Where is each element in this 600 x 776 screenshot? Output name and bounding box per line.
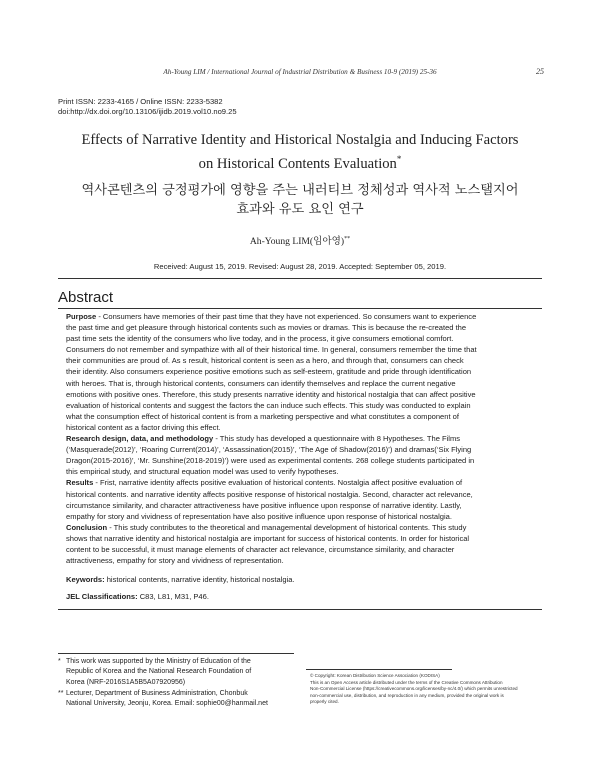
- purpose-line: evaluation of historical contents and suggest the factors the can induce such effects. This study was conducted to explain: [66, 400, 471, 410]
- purpose-line: Consumers do not remember and sympathize with all of their historical time. In general, consumers remember the time that: [66, 345, 477, 355]
- footnote-funding: [58, 657, 298, 688]
- received-dates: Received: August 15, 2019. Revised: August 28, 2019. Accepted: September 05, 2019.: [153, 262, 447, 271]
- footnote-line: Republic of Korea and the National Research Foundation of: [66, 668, 252, 676]
- purpose-label: Purpose: [66, 312, 97, 321]
- footnote-line: Korea (NRF-2016S1A5B5A07920956): [66, 678, 186, 686]
- issn-block: [58, 97, 237, 116]
- running-header: Ah-Young LIM / International Journal of Industrial Distribution & Business 10-9 (2019) 25-36: [163, 68, 437, 76]
- copyright-line: Non-Commercial License (https://creativecommons.org/licenses/by-nc/4.0/) which permits unrestricted: [310, 686, 518, 692]
- results-line: historical contents. and narrative identity affects positive response of historical nostalgia. Second, character act relevance,: [66, 489, 473, 499]
- copyright-divider: [306, 669, 452, 670]
- conclusion-line: shows that narrative identity and historical nostalgia are important for success of historical contents. In order for historical: [66, 533, 470, 543]
- conclusion-label: Conclusion: [66, 522, 108, 532]
- abstract-purpose: [66, 311, 544, 566]
- purpose-line: past time sets the identity of the consumers who live today, and in the process, it give consumers emotional comfort.: [66, 334, 454, 344]
- jel-label: JEL Classifications:: [66, 592, 138, 601]
- abstract-divider: [58, 308, 542, 309]
- copyright-line: non-commercial use, distribution, and reproduction in any medium, provided the original work is: [310, 692, 504, 698]
- footnote-line: Lecturer, Department of Business Administration, Chonbuk: [66, 690, 248, 697]
- page-number: 25: [536, 67, 544, 76]
- footnote-divider: [58, 653, 294, 654]
- purpose-line: with heroes. That is, through historical contents, consumers can identify themselves and replace the current negative: [66, 378, 456, 388]
- purpose-line: historical content as a factor driving this effect.: [66, 422, 221, 432]
- results-line: empathy for story and vividness of representation have also positive influence upon response of historical nostalgia.: [66, 511, 452, 521]
- author-name: Ah-Young LIM(임아영): [249, 236, 345, 247]
- keywords-value: historical contents, narrative identity, historical nostalgia.: [106, 575, 295, 584]
- purpose-line: their identity. Also consumers experience positive emotions such as self-esteem, gratitude and pride through identification: [66, 367, 472, 377]
- copyright-line: This is an Open Access article distributed under the terms of the Creative Commons Attribution: [310, 679, 503, 685]
- korean-title-line-1: 역사콘텐츠의 긍정평가에 영향을 주는 내러티브 정체성과 역사적 노스탤지어: [81, 183, 519, 198]
- korean-title: [40, 181, 560, 219]
- research-line: Dragon(2015-2016)’, ‘Mr. Sunshine(2018-2019)’) were used as experimental contents. 268 college students participated in: [66, 456, 475, 466]
- top-divider: [58, 278, 542, 279]
- research-label: Research design, data, and methodology: [66, 434, 214, 444]
- conclusion-line: content to be successful, it must manage elements of character act relevance, circumstance similarity, and character: [66, 544, 455, 554]
- abstract-heading: Abstract: [58, 289, 114, 306]
- author-footnote-mark: **: [344, 235, 351, 242]
- purpose-line: - Consumers have memories of their past time that they have not experienced. So consumers want to experience: [98, 312, 477, 321]
- research-line: - This study has developed a questionnaire with 8 Hypotheses. The Films: [215, 434, 461, 444]
- english-title-line-1: Effects of Narrative Identity and Historical Nostalgia and Inducing Factors: [81, 132, 519, 148]
- copyright-line: © Copyright: Korean Distribution Science Association (KODISA): [310, 673, 440, 678]
- purpose-line: their communities are proud of. As s result, historical content is seen as a hero, and through that, consumers can check: [66, 356, 464, 366]
- research-line: this empirical study, and structural equation model was used to verify hypotheses.: [66, 467, 339, 477]
- results-line: circumstance similarity, and character attractiveness have positive influence upon response of narrative identity. Lastly,: [66, 500, 462, 510]
- footnote-line: This work was supported by the Ministry of Education of the: [66, 658, 251, 665]
- jel-line: [66, 591, 544, 602]
- purpose-line: the past time and get pleasure through historical contents such as movies or dramas. This is because the re-created the: [66, 323, 467, 333]
- doi-line: doi:http://dx.doi.org/10.13106/ijidb.2019.vol10.no9.25: [58, 106, 237, 116]
- results-line: - Frist, narrative identity affects positive evaluation of historical contents. Nostalgia affect positive evaluation of: [95, 478, 463, 488]
- copyright-notice: [310, 673, 546, 706]
- footnote-mark-1: *: [58, 658, 61, 665]
- conclusion-line: attractiveness, empathy for story and vividness of representation.: [66, 556, 284, 566]
- korean-title-line-2: 효과와 유도 요인 연구: [236, 202, 364, 217]
- author-line: [40, 233, 560, 247]
- footnote-line: National University, Jeonju, Korea. Email: sophie00@hanmail.net: [66, 700, 268, 708]
- conclusion-line: - This study contributes to the theoretical and managemental development of historical contents. This study: [109, 522, 467, 532]
- english-title: [40, 131, 560, 174]
- jel-value: C83, L81, M31, P46.: [139, 592, 209, 601]
- keywords-label: Keywords:: [66, 575, 105, 584]
- footnote-mark-2: **: [58, 690, 64, 697]
- issn-line: Print ISSN: 2233-4165 / Online ISSN: 2233-5382: [58, 97, 223, 106]
- purpose-line: what the consumption effect of historical content is from a marketing perspective and what constitutes a component of: [66, 411, 459, 421]
- results-label: Results: [66, 478, 94, 488]
- research-line: (‘Masquerade(2012)’, ‘Roaring Current(2014)’, ‘Assassination(2015)’, ‘The Age of Shadow(2016)’) and dramas(‘Six Flying: [66, 445, 472, 455]
- abstract-bottom-divider: [58, 609, 542, 610]
- purpose-line: emotions with positive ones. Therefore, this study presents narrative identity and historical nostalgia that can affect positive: [66, 389, 476, 399]
- copyright-line: properly cited.: [310, 699, 339, 705]
- keywords-line: [66, 574, 544, 585]
- footnote-author: [58, 689, 302, 710]
- title-footnote-mark: *: [396, 154, 402, 164]
- english-title-line-2: on Historical Contents Evaluation: [198, 155, 397, 172]
